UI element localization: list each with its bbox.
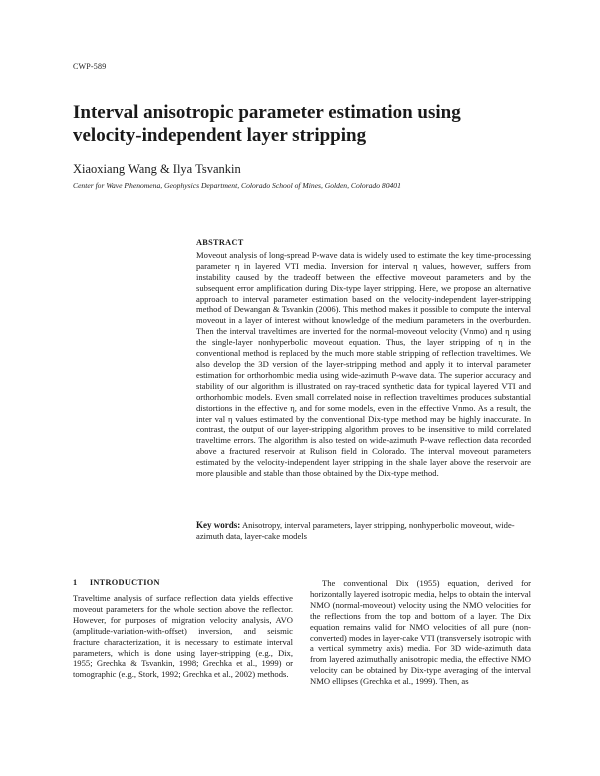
keywords-text: Anisotropy, interval parameters, layer stripping, nonhyperbolic moveout, wide-azimuth data, layer-cake models — [196, 520, 515, 541]
report-id: CWP-589 — [73, 62, 107, 71]
section-title: INTRODUCTION — [89, 578, 160, 587]
section-heading — [73, 578, 160, 587]
keywords — [196, 520, 531, 542]
abstract-text: Moveout analysis of long-spread P-wave data is widely used to estimate the key time-processing parameter η in layered VTI media. Inversion for interval η values, however, suffers from instability caused by the tradeoff between the effective moveout parameters and by the subsequent error amplification during Dix-type layer stripping. Here, we propose an alternative approach to interval parameter estimation based on the velocity-independent layer-stripping method of Dewangan & Tsvankin (2006). This method makes it possible to compute the interval moveout in a layer of interest without knowledge of the medium parameters in the overburden. Then the interval traveltimes are inverted for the normal-moveout velocity (Vnmo) and η using the single-layer nonhyperbolic moveout equation. Thus, the layer stripping of η in the conventional method is replaced by the much more stable stripping of reflection traveltimes. We also develop the 3D version of the layer-stripping method and apply it to interval parameter estimation for orthorhombic media using wide-azimuth P-wave data. The superior accuracy and stability of our algorithm is illustrated on ray-traced synthetic data for typical layered VTI and orthorhombic models. Even small correlated noise in reflection traveltimes produces substantial distortions in the effective η, and for some models, even in the effective Vnmo. As a result, the inter val η values estimated by the conventional Dix-type method may be highly inaccurate. In contrast, the output of our layer-stripping algorithm proves to be insensitive to mild correlated traveltime errors. The algorithm is also tested on wide-azimuth P-wave reflection data recorded above a fractured reservoir at Rulison field in Colorado. The interval moveout parameters estimated by the velocity-independent layer stripping in the shale layer above the reservoir are more plausible and stable than those obtained by the Dix-type method. — [196, 249, 531, 479]
affiliation: Center for Wave Phenomena, Geophysics Department, Colorado School of Mines, Golden, Colorado 80401 — [73, 181, 401, 190]
abstract — [196, 238, 531, 479]
paper-title: Interval anisotropic parameter estimation using velocity-independent layer stripping — [73, 102, 461, 146]
authors: Xiaoxiang Wang & Ilya Tsvankin — [73, 162, 241, 176]
abstract-heading: ABSTRACT — [196, 238, 244, 247]
intro-left-column: Traveltime analysis of surface reflection data yields effective moveout parameters for the whole section above the reflector. However, for purposes of migration velocity analysis, AVO (amplitude-variation-with-offset) inversion, and seismic fracture characterization, it is necessary to estimate interval parameters, which is done using layer-stripping (e.g., Dix, 1955; Grechka & Tsvankin, 1998; Grechka et al., 1999) or tomographic (e.g., Stork, 1992; Grechka et al., 2002) methods. — [73, 593, 293, 680]
keywords-label: Key words: — [196, 520, 241, 530]
section-number: 1 — [73, 578, 78, 587]
intro-right-column: The conventional Dix (1955) equation, derived for horizontally layered isotropic media, helps to obtain the interval NMO (normal-moveout) velocity using the NMO velocities for the reflections from the top and bottom of a layer. The Dix equation remains valid for NMO velocities of all pure (non-converted) modes in layer-cake VTI (transversely isotropic with a vertical symmetry axis) media. For 3D wide-azimuth data from layered azimuthally anisotropic media, the effective NMO velocity can be obtained by Dix-type averaging of the interval NMO ellipses (Grechka et al., 1999). Then, as — [310, 578, 531, 687]
